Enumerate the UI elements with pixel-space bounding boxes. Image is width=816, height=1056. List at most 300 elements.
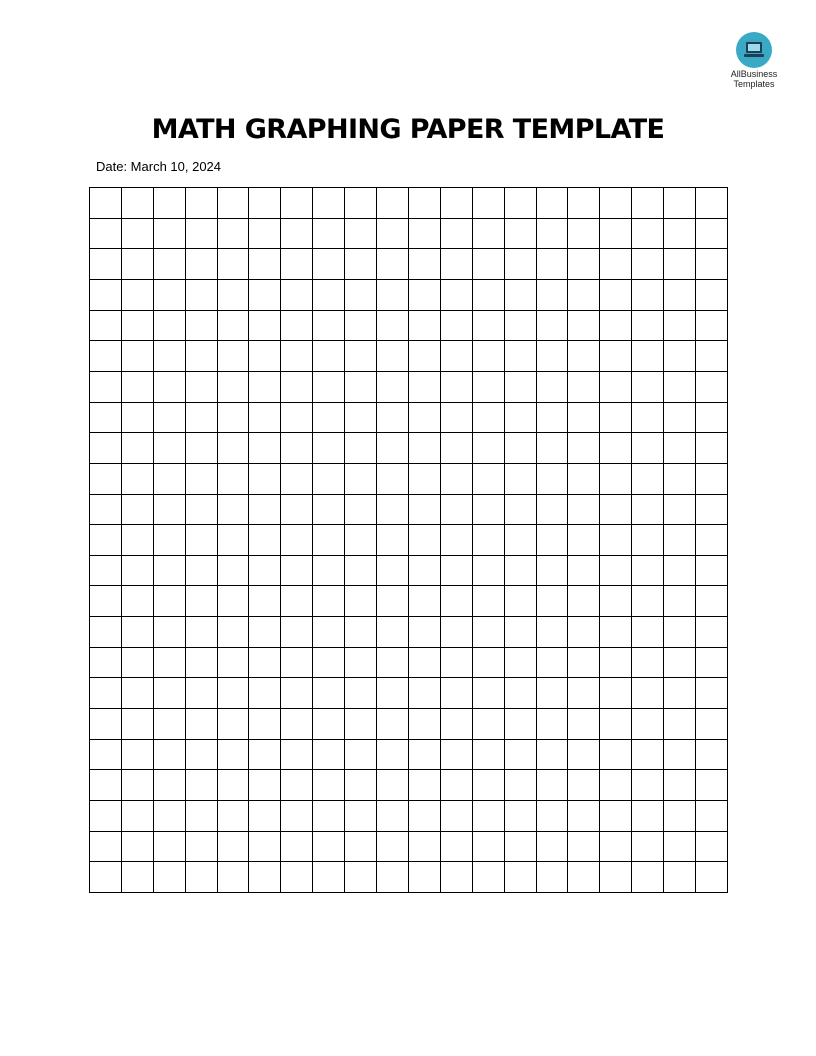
grid-cell (377, 617, 409, 648)
grid-cell (377, 556, 409, 587)
grid-cell (664, 740, 696, 771)
grid-cell (122, 801, 154, 832)
grid-cell (90, 586, 122, 617)
grid-cell (537, 678, 569, 709)
grid-cell (441, 770, 473, 801)
grid-cell (409, 495, 441, 526)
grid-cell (186, 709, 218, 740)
grid-cell (409, 280, 441, 311)
grid-cell (600, 617, 632, 648)
grid-cell (600, 464, 632, 495)
grid-cell (664, 556, 696, 587)
grid-cell (154, 801, 186, 832)
grid-cell (218, 832, 250, 863)
grid-cell (696, 219, 728, 250)
grid-cell (600, 862, 632, 893)
grid-cell (473, 495, 505, 526)
grid-cell (505, 709, 537, 740)
grid-cell (249, 525, 281, 556)
grid-cell (281, 740, 313, 771)
grid-cell (473, 372, 505, 403)
grid-cell (218, 372, 250, 403)
grid-cell (313, 311, 345, 342)
grid-cell (441, 495, 473, 526)
grid-cell (664, 372, 696, 403)
grid-cell (473, 862, 505, 893)
grid-cell (313, 862, 345, 893)
grid-cell (505, 311, 537, 342)
grid-cell (90, 801, 122, 832)
grid-cell (664, 403, 696, 434)
grid-cell (473, 219, 505, 250)
grid-cell (218, 617, 250, 648)
grid-cell (473, 586, 505, 617)
grid-cell (568, 249, 600, 280)
grid-cell (600, 801, 632, 832)
grid-cell (696, 617, 728, 648)
grid-cell (154, 862, 186, 893)
grid-cell (473, 280, 505, 311)
grid-cell (664, 280, 696, 311)
grid-cell (505, 586, 537, 617)
grid-cell (505, 556, 537, 587)
grid-cell (505, 495, 537, 526)
grid-cell (473, 678, 505, 709)
grid-cell (568, 617, 600, 648)
grid-cell (537, 464, 569, 495)
grid-cell (441, 801, 473, 832)
grid-cell (313, 801, 345, 832)
grid-cell (537, 403, 569, 434)
grid-cell (313, 188, 345, 219)
grid-cell (186, 740, 218, 771)
grid-cell (537, 770, 569, 801)
grid-cell (568, 648, 600, 679)
grid-cell (186, 311, 218, 342)
grid-cell (505, 832, 537, 863)
brand-logo (724, 32, 784, 89)
grid-cell (90, 617, 122, 648)
grid-cell (664, 433, 696, 464)
grid-cell (90, 862, 122, 893)
grid-cell (281, 341, 313, 372)
grid-cell (249, 188, 281, 219)
laptop-icon (736, 32, 772, 68)
grid-cell (696, 832, 728, 863)
grid-cell (345, 556, 377, 587)
grid-cell (313, 678, 345, 709)
grid-cell (600, 770, 632, 801)
grid-cell (122, 678, 154, 709)
grid-cell (441, 341, 473, 372)
grid-cell (505, 280, 537, 311)
grid-cell (122, 280, 154, 311)
grid-cell (664, 678, 696, 709)
grid-cell (537, 311, 569, 342)
grid-cell (249, 341, 281, 372)
grid-cell (345, 832, 377, 863)
grid-cell (600, 219, 632, 250)
grid-cell (632, 709, 664, 740)
logo-text-line-2: Templates (733, 79, 775, 89)
grid-cell (600, 433, 632, 464)
grid-cell (409, 249, 441, 280)
grid-cell (90, 341, 122, 372)
grid-cell (90, 188, 122, 219)
grid-cell (409, 862, 441, 893)
grid-cell (186, 648, 218, 679)
grid-cell (537, 617, 569, 648)
grid-cell (281, 525, 313, 556)
grid-cell (154, 403, 186, 434)
grid-cell (249, 311, 281, 342)
grid-cell (568, 495, 600, 526)
grid-cell (441, 678, 473, 709)
grid-cell (473, 525, 505, 556)
grid-cell (90, 678, 122, 709)
grid-cell (696, 709, 728, 740)
grid-cell (345, 433, 377, 464)
grid-cell (568, 280, 600, 311)
grid-cell (664, 249, 696, 280)
grid-cell (632, 617, 664, 648)
grid-cell (568, 525, 600, 556)
grid-cell (505, 678, 537, 709)
grid-cell (696, 525, 728, 556)
grid-cell (186, 341, 218, 372)
grid-cell (568, 219, 600, 250)
grid-cell (505, 341, 537, 372)
grid-cell (122, 832, 154, 863)
grid-cell (441, 586, 473, 617)
grid-cell (377, 586, 409, 617)
grid-cell (664, 219, 696, 250)
grid-cell (696, 280, 728, 311)
grid-cell (377, 188, 409, 219)
grid-cell (600, 678, 632, 709)
grid-cell (154, 586, 186, 617)
grid-cell (568, 464, 600, 495)
grid-cell (441, 556, 473, 587)
grid-cell (696, 464, 728, 495)
grid-cell (249, 403, 281, 434)
grid-cell (345, 586, 377, 617)
grid-cell (218, 433, 250, 464)
grid-cell (568, 433, 600, 464)
grid-cell (218, 188, 250, 219)
grid-cell (186, 801, 218, 832)
grid-cell (218, 495, 250, 526)
grid-cell (600, 403, 632, 434)
grid-cell (409, 801, 441, 832)
grid-cell (122, 403, 154, 434)
grid-cell (345, 403, 377, 434)
grid-cell (281, 648, 313, 679)
grid-cell (154, 617, 186, 648)
grid-cell (632, 372, 664, 403)
grid-cell (313, 740, 345, 771)
grid-cell (377, 648, 409, 679)
grid-cell (90, 709, 122, 740)
grid-cell (409, 832, 441, 863)
grid-cell (90, 525, 122, 556)
grid-cell (568, 188, 600, 219)
grid-cell (441, 280, 473, 311)
grid-cell (218, 464, 250, 495)
grid-cell (632, 740, 664, 771)
grid-cell (441, 403, 473, 434)
grid-cell (313, 495, 345, 526)
grid-cell (345, 188, 377, 219)
grid-cell (600, 709, 632, 740)
grid-cell (345, 648, 377, 679)
grid-cell (122, 556, 154, 587)
grid-cell (122, 862, 154, 893)
grid-cell (568, 556, 600, 587)
grid-cell (249, 433, 281, 464)
grid-cell (281, 433, 313, 464)
grid-cell (313, 280, 345, 311)
grid-cell (186, 862, 218, 893)
grid-cell (409, 188, 441, 219)
grid-cell (600, 556, 632, 587)
logo-text-line-1: AllBusiness (730, 69, 778, 79)
grid-cell (664, 464, 696, 495)
grid-cell (568, 740, 600, 771)
grid-cell (632, 433, 664, 464)
grid-cell (313, 372, 345, 403)
grid-cell (505, 801, 537, 832)
grid-cell (409, 219, 441, 250)
grid-cell (218, 709, 250, 740)
grid-cell (409, 709, 441, 740)
grid-cell (632, 341, 664, 372)
grid-cell (505, 862, 537, 893)
grid-cell (664, 832, 696, 863)
grid-cell (90, 770, 122, 801)
grid-cell (345, 464, 377, 495)
grid-cell (600, 341, 632, 372)
grid-cell (473, 770, 505, 801)
grid-cell (377, 464, 409, 495)
grid-cell (409, 556, 441, 587)
grid-cell (505, 433, 537, 464)
grid-cell (345, 249, 377, 280)
grid-cell (696, 862, 728, 893)
grid-cell (600, 740, 632, 771)
grid-cell (696, 403, 728, 434)
grid-cell (632, 556, 664, 587)
grid-cell (505, 648, 537, 679)
grid-cell (249, 740, 281, 771)
grid-cell (218, 219, 250, 250)
grid-cell (154, 372, 186, 403)
grid-cell (313, 464, 345, 495)
grid-cell (90, 495, 122, 526)
grid-cell (696, 740, 728, 771)
grid-cell (537, 219, 569, 250)
grid-cell (186, 249, 218, 280)
grid-cell (313, 341, 345, 372)
grid-cell (600, 249, 632, 280)
grid-cell (281, 188, 313, 219)
grid-cell (122, 770, 154, 801)
grid-cell (409, 740, 441, 771)
grid-cell (377, 801, 409, 832)
grid-cell (600, 311, 632, 342)
grid-cell (313, 770, 345, 801)
grid-cell (600, 188, 632, 219)
grid-cell (409, 617, 441, 648)
grid-cell (441, 525, 473, 556)
grid-cell (632, 770, 664, 801)
grid-cell (186, 188, 218, 219)
grid-cell (696, 341, 728, 372)
grid-cell (313, 648, 345, 679)
grid-cell (664, 709, 696, 740)
grid-cell (186, 525, 218, 556)
grid-cell (249, 464, 281, 495)
grid-cell (568, 586, 600, 617)
grid-cell (122, 525, 154, 556)
grid-cell (441, 862, 473, 893)
grid-cell (345, 372, 377, 403)
grid-cell (186, 219, 218, 250)
grid-cell (505, 219, 537, 250)
grid-cell (90, 403, 122, 434)
grid-cell (377, 280, 409, 311)
grid-cell (281, 219, 313, 250)
grid-cell (696, 770, 728, 801)
grid-cell (473, 740, 505, 771)
grid-cell (90, 249, 122, 280)
grid-cell (281, 249, 313, 280)
grid-cell (154, 249, 186, 280)
grid-cell (345, 678, 377, 709)
grid-cell (537, 709, 569, 740)
grid-cell (313, 709, 345, 740)
grid-cell (281, 495, 313, 526)
grid-cell (377, 219, 409, 250)
grid-cell (122, 586, 154, 617)
date-label: Date: March 10, 2024 (96, 159, 222, 174)
grid-cell (249, 280, 281, 311)
grid-cell (281, 403, 313, 434)
grid-cell (537, 280, 569, 311)
grid-cell (345, 495, 377, 526)
grid-cell (377, 740, 409, 771)
grid-cell (600, 372, 632, 403)
grid-cell (632, 525, 664, 556)
grid-cell (473, 311, 505, 342)
grid-cell (218, 586, 250, 617)
grid-cell (664, 525, 696, 556)
grid-cell (154, 219, 186, 250)
grid-cell (218, 249, 250, 280)
grid-cell (568, 341, 600, 372)
grid-cell (281, 801, 313, 832)
grid-cell (568, 770, 600, 801)
grid-cell (441, 433, 473, 464)
grid-cell (473, 188, 505, 219)
grid-cell (409, 525, 441, 556)
grid-cell (696, 249, 728, 280)
grid-cell (90, 464, 122, 495)
grid-cell (409, 678, 441, 709)
grid-cell (473, 341, 505, 372)
grid-cell (537, 648, 569, 679)
grid-cell (218, 862, 250, 893)
grid-cell (122, 219, 154, 250)
grid-cell (186, 495, 218, 526)
grid-cell (345, 525, 377, 556)
grid-cell (632, 311, 664, 342)
grid-cell (154, 678, 186, 709)
grid-cell (664, 770, 696, 801)
grid-cell (473, 648, 505, 679)
grid-cell (441, 188, 473, 219)
grid-cell (664, 648, 696, 679)
grid-cell (537, 525, 569, 556)
grid-cell (632, 403, 664, 434)
grid-cell (249, 678, 281, 709)
grid-cell (600, 586, 632, 617)
grid-cell (122, 464, 154, 495)
grid-cell (377, 495, 409, 526)
grid-cell (90, 556, 122, 587)
grid-cell (377, 372, 409, 403)
grid-cell (249, 709, 281, 740)
grid-cell (154, 464, 186, 495)
grid-cell (122, 740, 154, 771)
grid-cell (632, 678, 664, 709)
grid-cell (600, 832, 632, 863)
grid-cell (249, 495, 281, 526)
grid-cell (632, 280, 664, 311)
grid-cell (345, 740, 377, 771)
grid-cell (154, 495, 186, 526)
grid-cell (377, 249, 409, 280)
grid-cell (568, 801, 600, 832)
grid-cell (218, 678, 250, 709)
grid-cell (218, 311, 250, 342)
grid-cell (122, 341, 154, 372)
grid-cell (90, 311, 122, 342)
grid-cell (664, 311, 696, 342)
grid-cell (122, 709, 154, 740)
grid-cell (122, 617, 154, 648)
grid-cell (249, 862, 281, 893)
grid-cell (537, 341, 569, 372)
grid-cell (186, 678, 218, 709)
grid-cell (537, 433, 569, 464)
grid-cell (313, 586, 345, 617)
grid-cell (473, 433, 505, 464)
grid-cell (281, 862, 313, 893)
grid-cell (568, 832, 600, 863)
grid-cell (664, 801, 696, 832)
grid-cell (505, 372, 537, 403)
grid-cell (568, 403, 600, 434)
grid-cell (696, 188, 728, 219)
grid-cell (537, 586, 569, 617)
grid-cell (473, 464, 505, 495)
grid-cell (409, 433, 441, 464)
grid-cell (249, 219, 281, 250)
grid-cell (696, 433, 728, 464)
grid-cell (186, 464, 218, 495)
grid-cell (632, 801, 664, 832)
